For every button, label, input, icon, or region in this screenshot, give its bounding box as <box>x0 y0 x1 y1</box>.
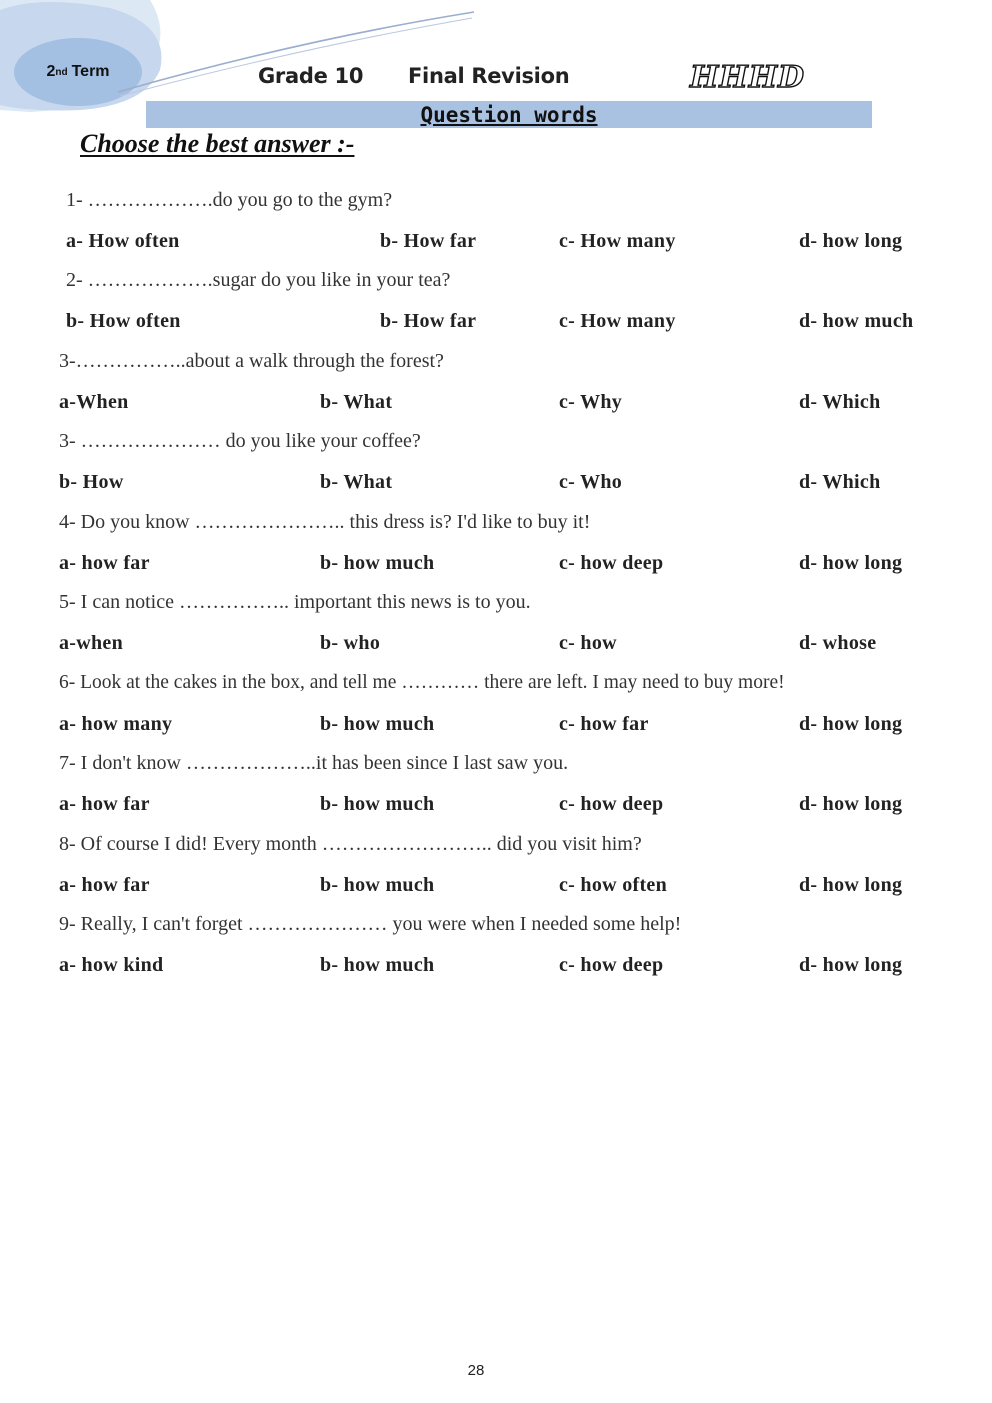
option-d[interactable]: d- how long <box>799 954 903 976</box>
option-a[interactable]: a- how far <box>59 793 150 815</box>
question-row <box>0 189 992 217</box>
option-c[interactable]: c- how deep <box>559 793 664 815</box>
topic-title: Question words <box>420 102 598 127</box>
instruction-heading: Choose the best answer :- <box>80 129 355 158</box>
term-label: Term <box>71 63 110 80</box>
term-suffix: nd <box>55 66 68 78</box>
revision-label: Final Revision <box>408 64 570 88</box>
option-a[interactable]: b- How <box>59 471 124 493</box>
question-text: 2- ……………….sugar do you like in your tea? <box>66 269 451 291</box>
question-text: 7- I don't know ………………..it has been since I last saw you. <box>59 752 569 774</box>
option-b[interactable]: b- how much <box>320 713 435 735</box>
option-b[interactable]: b- who <box>320 632 381 654</box>
option-c[interactable]: c- Why <box>559 391 623 413</box>
option-d[interactable]: d- how long <box>799 713 903 735</box>
option-a[interactable]: a- how far <box>59 552 150 574</box>
question-row <box>0 430 992 458</box>
question-text: 3-……………..about a walk through the forest? <box>59 350 444 372</box>
option-a[interactable]: a- how far <box>59 874 150 896</box>
option-d[interactable]: d- how long <box>799 552 903 574</box>
option-c[interactable]: c- how deep <box>559 954 664 976</box>
option-c[interactable]: c- How many <box>559 230 676 252</box>
option-b[interactable]: b- How far <box>380 310 477 332</box>
question-text: 8- Of course I did! Every month …………………….. did you visit him? <box>59 833 642 855</box>
option-b[interactable]: b- What <box>320 471 393 493</box>
option-a[interactable]: a-When <box>59 391 129 413</box>
question-row <box>0 913 992 941</box>
option-c[interactable]: c- how often <box>559 874 668 896</box>
option-c[interactable]: c- How many <box>559 310 676 332</box>
option-a[interactable]: a- how kind <box>59 954 164 976</box>
option-b[interactable]: b- How far <box>380 230 477 252</box>
option-c[interactable]: c- how <box>559 632 617 654</box>
question-row <box>0 752 992 780</box>
option-a[interactable]: a-when <box>59 632 124 654</box>
option-b[interactable]: b- how much <box>320 793 435 815</box>
question-row <box>0 591 992 619</box>
question-text: 5- I can notice …………….. important this news is to you. <box>59 591 531 613</box>
question-row <box>0 269 992 297</box>
question-row <box>0 511 992 539</box>
question-text: 4- Do you know ………………….. this dress is? I'd like to buy it! <box>59 511 591 533</box>
question-row <box>0 350 992 378</box>
option-a[interactable]: b- How often <box>66 310 181 332</box>
option-d[interactable]: d- how much <box>799 310 914 332</box>
term-badge <box>15 40 141 104</box>
option-b[interactable]: b- how much <box>320 874 435 896</box>
option-d[interactable]: d- whose <box>799 632 877 654</box>
page-number: 28 <box>467 1362 485 1379</box>
question-text: 9- Really, I can't forget ………………… you were when I needed some help! <box>59 913 682 935</box>
question-text: 1- ……………….do you go to the gym? <box>66 189 393 211</box>
option-a[interactable]: a- How often <box>66 230 180 252</box>
option-b[interactable]: b- What <box>320 391 393 413</box>
option-b[interactable]: b- how much <box>320 954 435 976</box>
option-d[interactable]: d- how long <box>799 230 903 252</box>
option-c[interactable]: c- Who <box>559 471 623 493</box>
question-text: 6- Look at the cakes in the box, and tell me ………… there are left. I may need to buy more! <box>59 672 785 693</box>
brand-logo: HHHD <box>690 60 806 95</box>
question-row <box>0 672 992 700</box>
option-d[interactable]: d- Which <box>799 471 881 493</box>
question-text: 3- ………………… do you like your coffee? <box>59 430 421 452</box>
option-c[interactable]: c- how far <box>559 713 649 735</box>
option-a[interactable]: a- how many <box>59 713 173 735</box>
option-d[interactable]: d- Which <box>799 391 881 413</box>
topic-bar <box>146 101 872 128</box>
question-row <box>0 833 992 861</box>
option-c[interactable]: c- how deep <box>559 552 664 574</box>
option-b[interactable]: b- how much <box>320 552 435 574</box>
option-d[interactable]: d- how long <box>799 793 903 815</box>
option-d[interactable]: d- how long <box>799 874 903 896</box>
grade-label: Grade 10 <box>258 64 364 88</box>
term-number: 2 <box>46 63 56 80</box>
